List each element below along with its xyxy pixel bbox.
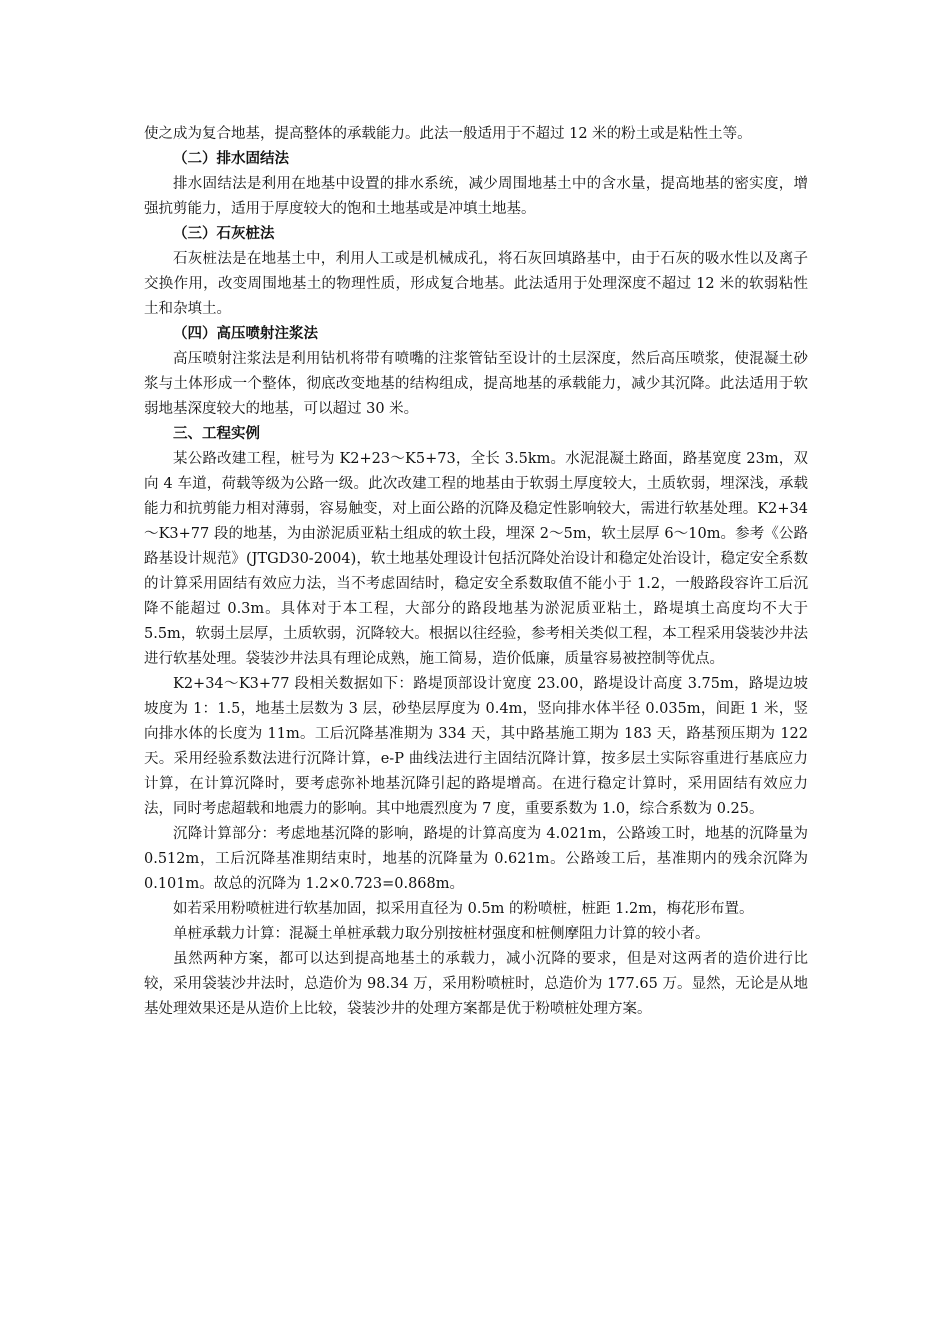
section-heading-lime-pile: （三）石灰桩法 [173,226,275,242]
section-heading-engineering-example: 三、工程实例 [173,426,260,442]
document-body [144,122,808,1022]
paragraph-jet-grouting: 高压喷射注浆法是利用钻机将带有喷嘴的注浆管钻至设计的土层深度，然后高压喷浆，使混凝土砂浆与土体形成一个整体，彻底改变地基的结构组成，提高地基的承载能力，减少其沉降。此法适用于软弱地基深度较大的地基，可以超过 30 米。 [144,351,808,417]
paragraph-powder-pile-option: 如若采用粉喷桩进行软基加固，拟采用直径为 0.5m 的粉喷桩，桩距 1.2m，梅花形布置。 [173,901,754,917]
paragraph-cost-comparison: 虽然两种方案，都可以达到提高地基土的承载力，减小沉降的要求，但是对这两者的造价进行比较，采用袋装沙井法时，总造价为 98.34 万，采用粉喷桩时，总造价为 177.65 万。显然，无论是从地基处理效果还是从造价上比较，袋装沙井的处理方案都是优于粉喷桩处理方案。 [144,951,808,1017]
section-heading-drainage-consolidation: （二）排水固结法 [173,151,289,167]
paragraph-single-pile-capacity: 单桩承载力计算：混凝土单桩承载力取分别按桩材强度和桩侧摩阻力计算的较小者。 [173,926,710,942]
paragraph-lime-pile: 石灰桩法是在地基土中，利用人工或是机械成孔，将石灰回填路基中，由于石灰的吸水性以及离子交换作用，改变周围地基土的物理性质，形成复合地基。此法适用于处理深度不超过 12 米的软弱粘性土和杂填土。 [144,251,808,317]
paragraph-continuation: 使之成为复合地基，提高整体的承载能力。此法一般适用于不超过 12 米的粉土或是粘性土等。 [144,126,752,142]
paragraph-project-overview: 某公路改建工程，桩号为 K2+23～K5+73，全长 3.5km。水泥混凝土路面，路基宽度 23m，双向 4 车道，荷载等级为公路一级。此次改建工程的地基由于软弱土厚度较大，土质软弱，埋深浅，承载能力和抗剪能力相对薄弱，容易触变，对上面公路的沉降及稳定性影响较大，需进行软基处理。K2+34～K3+77 段的地基，为由淤泥质亚粘土组成的软土段，埋深 2～5m，软土层厚 6～10m。参考《公路路基设计规范》(JTGD30-2004)，软土地基处理设计包括沉降处治设计和稳定处治设计，稳定安全系数的计算采用固结有效应力法，当不考虑固结时，稳定安全系数取值不能小于 1.2，一般路段容许工后沉降不能超过 0.3m。具体对于本工程，大部分的路段地基为淤泥质亚粘土，路堤填土高度均不大于 5.5m，软弱土层厚，土质软弱，沉降较大。根据以往经验，参考相关类似工程，本工程采用袋装沙井法进行软基处理。袋装沙井法具有理论成熟，施工简易，造价低廉，质量容易被控制等优点。 [144,451,808,667]
section-heading-jet-grouting: （四）高压喷射注浆法 [173,326,318,342]
paragraph-design-data: K2+34～K3+77 段相关数据如下：路堤顶部设计宽度 23.00，路堤设计高度 3.75m，路堤边坡坡度为 1：1.5，地基土层数为 3 层，砂垫层厚度为 0.4m，竖向排水体半径 0.035m，间距 1 米，竖向排水体的长度为 11m。工后沉降基准期为 334 天，其中路基施工期为 183 天，路基预压期为 122 天。采用经验系数法进行沉降计算，e-P 曲线法进行主固结沉降计算，按多层土实际容重进行基底应力计算，在计算沉降时，要考虑弥补地基沉降引起的路堤增高。在进行稳定计算时，采用固结有效应力法，同时考虑超载和地震力的影响。其中地震烈度为 7 度，重要系数为 1.0，综合系数为 0.25。 [144,676,808,817]
paragraph-settlement-calculation: 沉降计算部分：考虑地基沉降的影响，路堤的计算高度为 4.021m，公路竣工时，地基的沉降量为 0.512m，工后沉降基准期结束时，地基的沉降量为 0.621m。公路竣工后，基准期内的残余沉降为 0.101m。故总的沉降为 1.2×0.723=0.868m。 [144,826,808,892]
paragraph-drainage-consolidation: 排水固结法是利用在地基中设置的排水系统，减少周围地基土中的含水量，提高地基的密实度，增强抗剪能力，适用于厚度较大的饱和土地基或是冲填土地基。 [144,176,808,217]
